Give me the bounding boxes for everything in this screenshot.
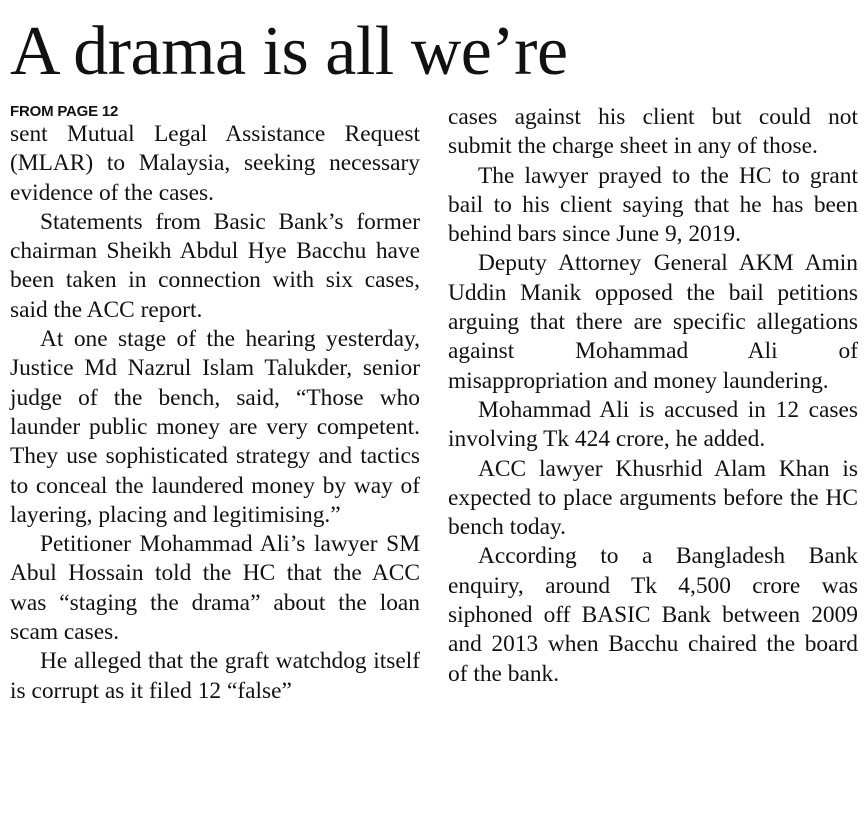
paragraph: The lawyer prayed to the HC to grant bail to his client saying that he has been behind bars since June 9, 2019. xyxy=(448,162,858,248)
paragraph: Mohammad Ali is accused in 12 cases involving Tk 424 crore, he added. xyxy=(448,396,858,453)
paragraph: cases against his client but could not submit the charge sheet in any of those. xyxy=(448,104,858,160)
paragraph: Petitioner Mohammad Ali’s lawyer SM Abul Hossain told the HC that the ACC was “staging the drama” about the loan scam cases. xyxy=(10,531,420,646)
paragraph: At one stage of the hearing yesterday, Justice Md Nazrul Islam Talukder, senior judge of the bench, said, “Those who launder public money are very competent. They use sophisticated strategy and tactics to conceal the laundered money by way of layering, placing and legitimising.” xyxy=(10,326,420,528)
paragraph: Statements from Basic Bank’s former chairman Sheikh Abdul Hye Bacchu have been taken in connection with six cases, said the ACC report. xyxy=(10,208,420,323)
paragraph: According to a Bangladesh Bank enquiry, around Tk 4,500 crore was siphoned off BASIC Bank between 2009 and 2013 when Bacchu chaired the board of the bank. xyxy=(448,543,858,687)
headline: A drama is all we’re xyxy=(10,13,568,90)
paragraph: sent Mutual Legal Assistance Request (MLAR) to Malaysia, seeking necessary evidence of the cases. xyxy=(10,121,420,206)
continuation-kicker: FROM PAGE 12 xyxy=(10,103,119,120)
paragraph: ACC lawyer Khusrhid Alam Khan is expected to place arguments before the HC bench today. xyxy=(448,455,858,541)
article-column-right xyxy=(448,103,858,689)
article-column-left xyxy=(10,103,420,706)
paragraph: He alleged that the graft watchdog itself is corrupt as it filed 12 “false” xyxy=(10,648,420,704)
paragraph: Deputy Attorney General AKM Amin Uddin Manik opposed the bail petitions arguing that there are specific allegations against Mohammad Ali of misappropriation and money laundering. xyxy=(448,250,858,394)
